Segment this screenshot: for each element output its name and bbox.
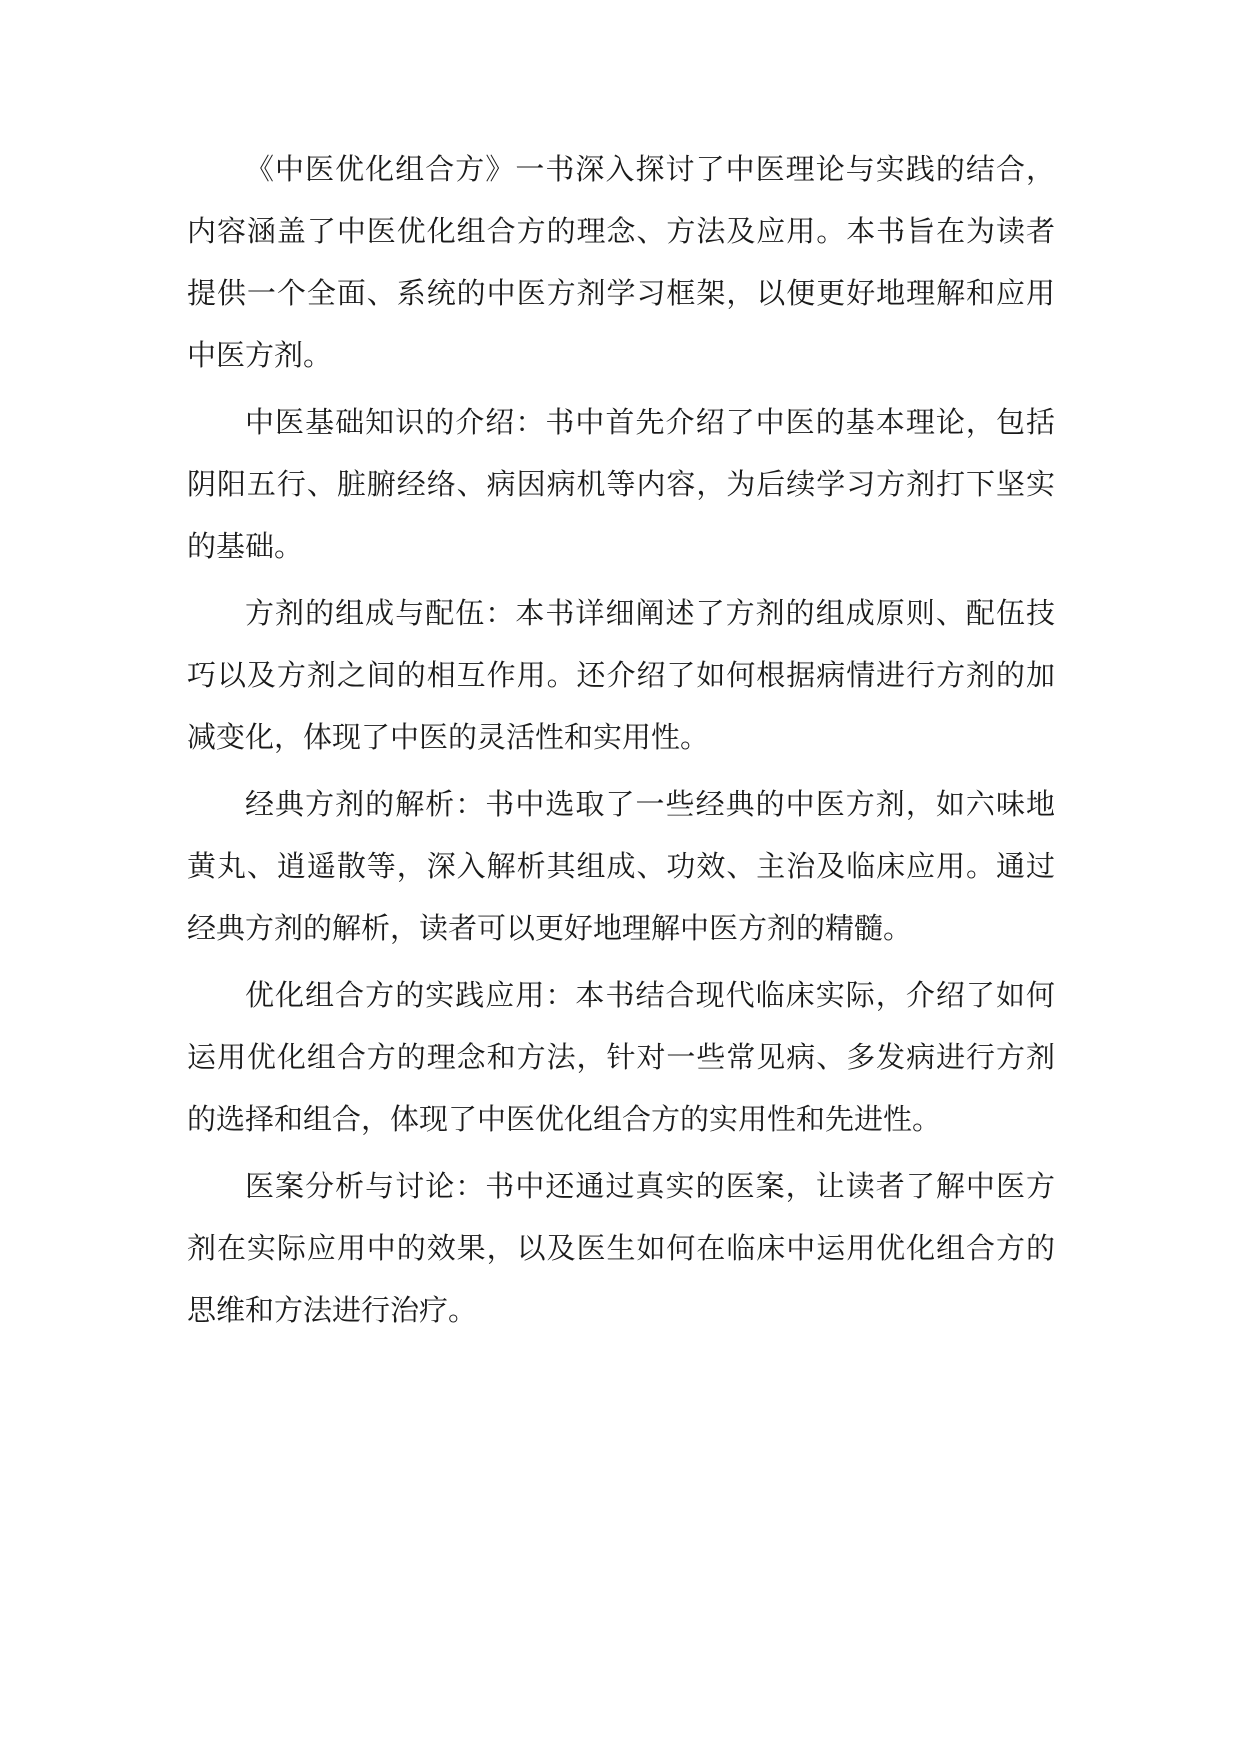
paragraph-basics: 中医基础知识的介绍：书中首先介绍了中医的基本理论，包括阴阳五行、脏腑经络、病因病机等内容，为后续学习方剂打下坚实的基础。 [187, 405, 1055, 563]
document-body [187, 138, 1055, 1346]
paragraph-classic-formulas: 经典方剂的解析：书中选取了一些经典的中医方剂，如六味地黄丸、逍遥散等，深入解析其组成、功效、主治及临床应用。通过经典方剂的解析，读者可以更好地理解中医方剂的精髓。 [187, 787, 1055, 945]
paragraph-practice: 优化组合方的实践应用：本书结合现代临床实际，介绍了如何运用优化组合方的理念和方法，针对一些常见病、多发病进行方剂的选择和组合，体现了中医优化组合方的实用性和先进性。 [187, 978, 1055, 1136]
paragraph-case-analysis: 医案分析与讨论：书中还通过真实的医案，让读者了解中医方剂在实际应用中的效果，以及医生如何在临床中运用优化组合方的思维和方法进行治疗。 [187, 1169, 1055, 1327]
paragraph-composition: 方剂的组成与配伍：本书详细阐述了方剂的组成原则、配伍技巧以及方剂之间的相互作用。还介绍了如何根据病情进行方剂的加减变化，体现了中医的灵活性和实用性。 [187, 596, 1055, 754]
paragraph-intro: 《中医优化组合方》一书深入探讨了中医理论与实践的结合，内容涵盖了中医优化组合方的理念、方法及应用。本书旨在为读者提供一个全面、系统的中医方剂学习框架，以便更好地理解和应用中医方剂。 [187, 152, 1055, 372]
